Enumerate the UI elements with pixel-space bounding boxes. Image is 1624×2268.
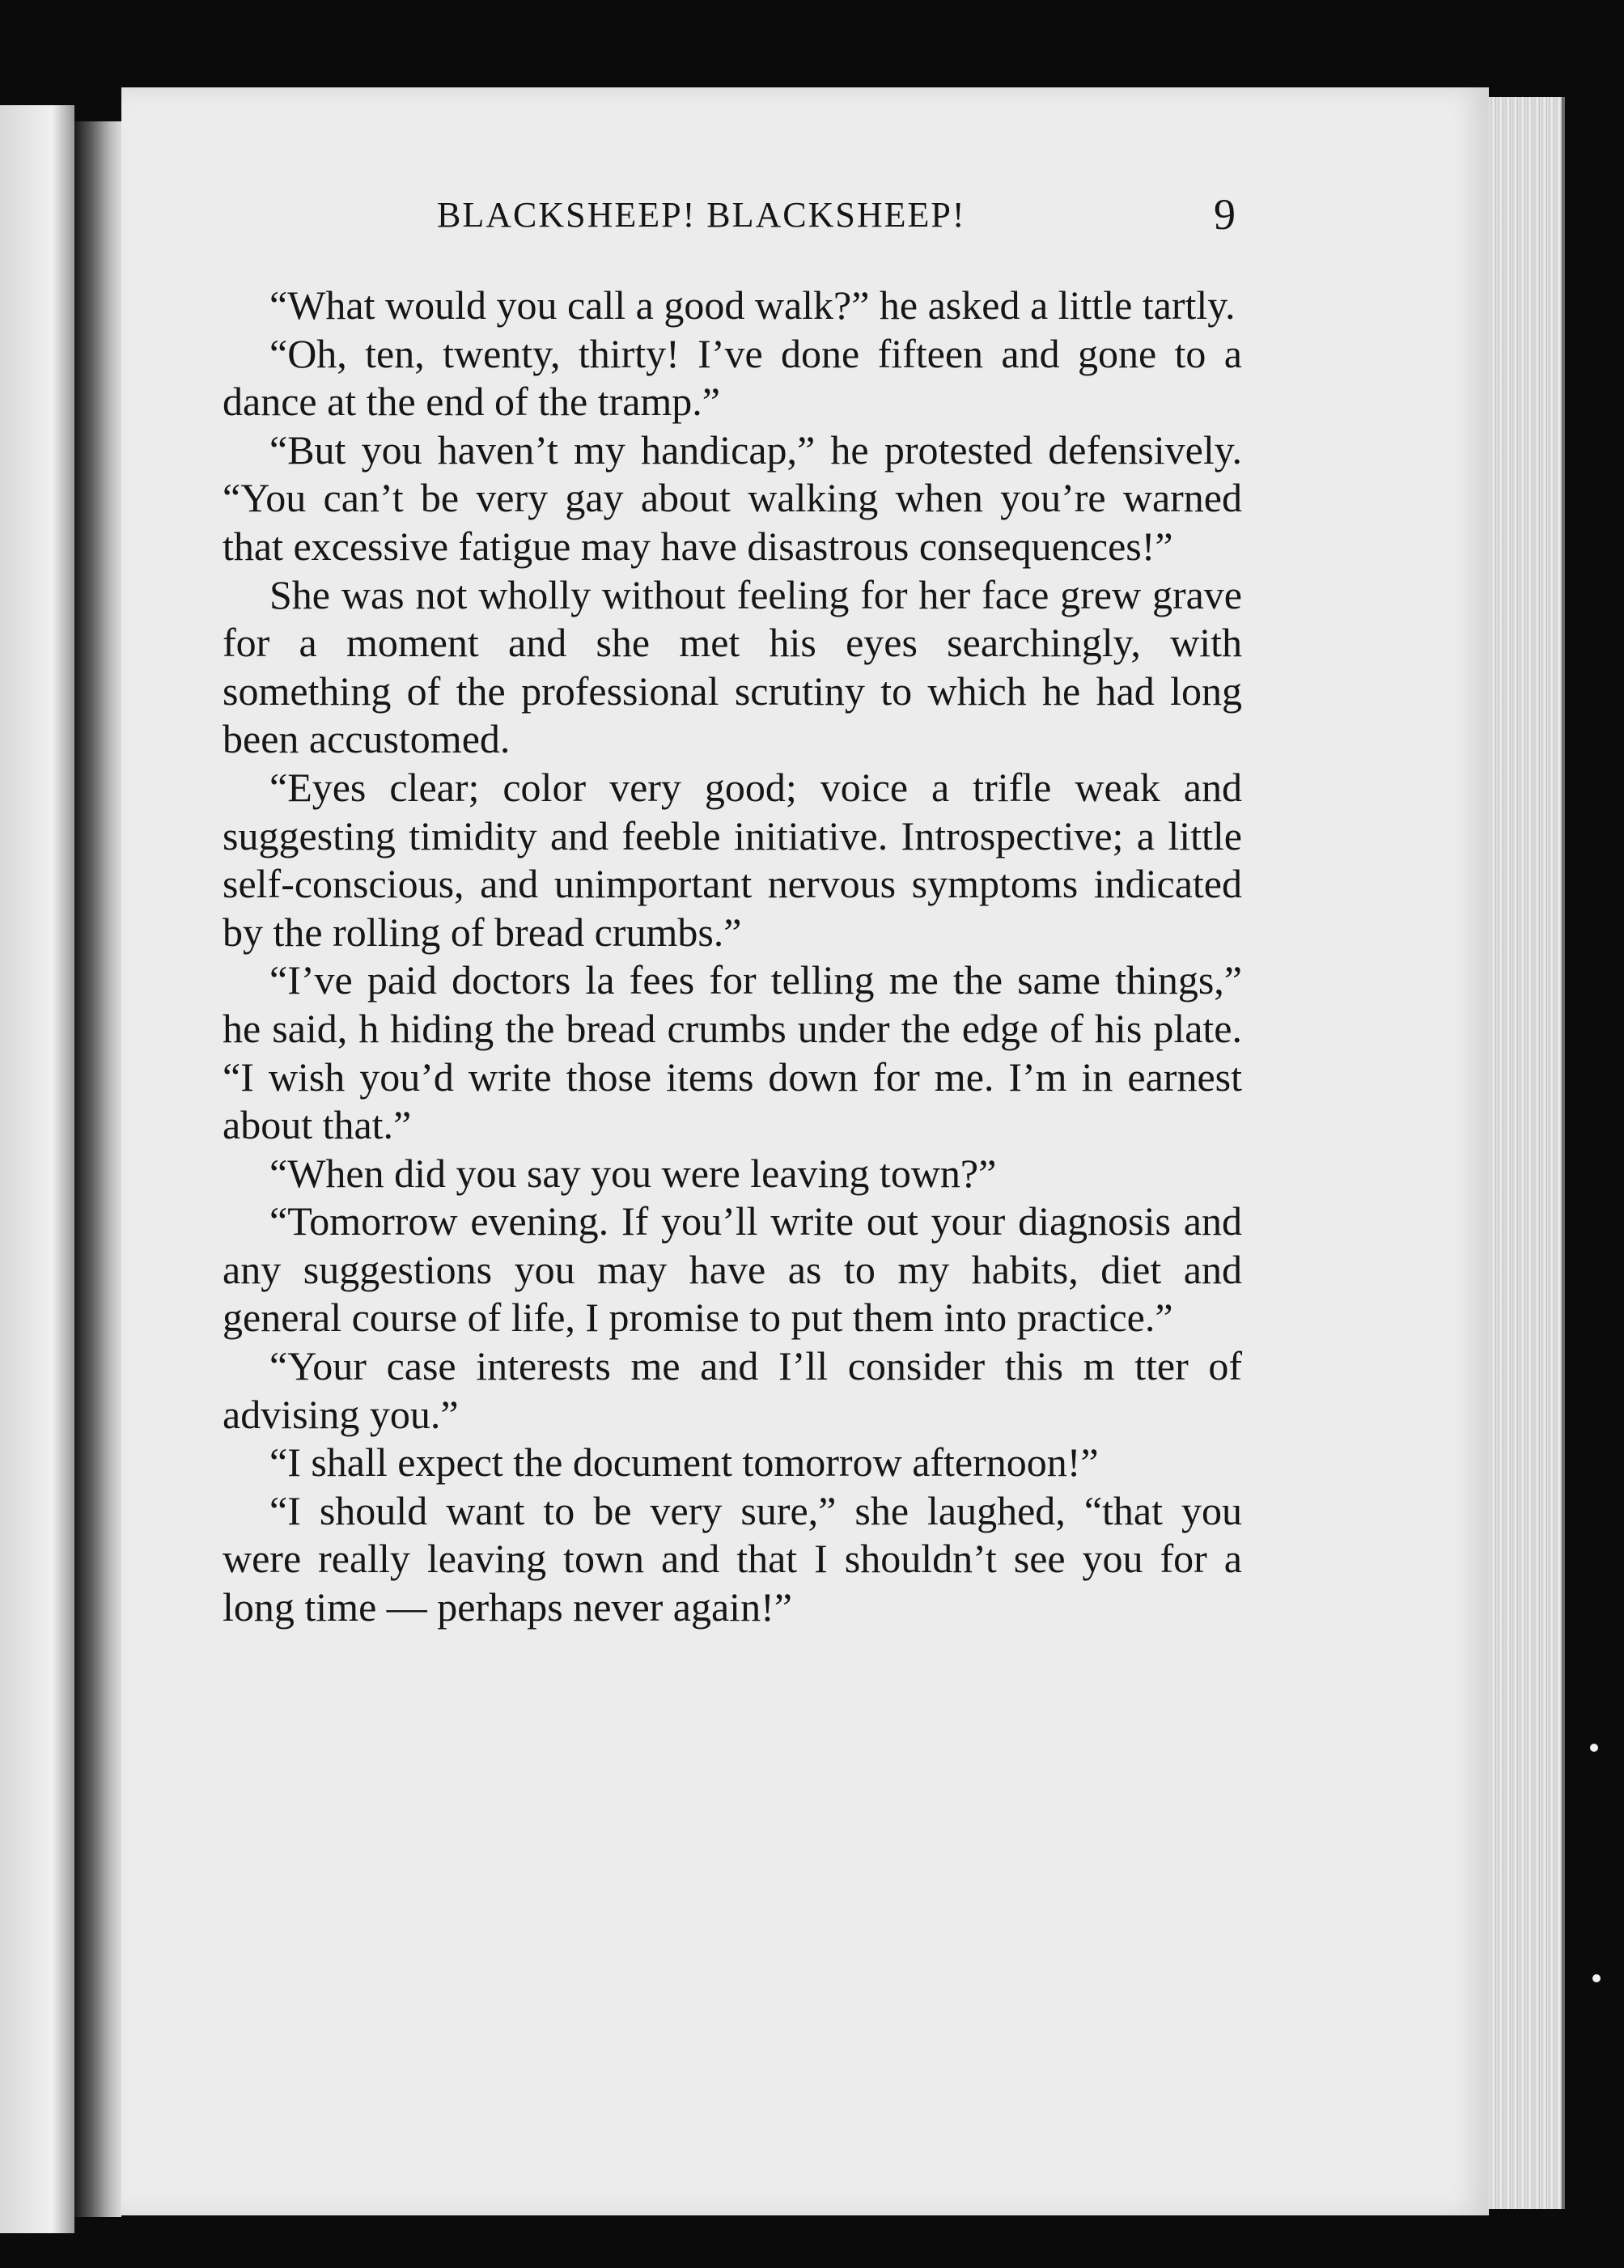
paragraph: She was not wholly without feeling for her face grew grave for a moment and she met his eyes searchingly, with something of the professional scrutiny to which he had long been accustomed. [223, 571, 1242, 762]
paragraph: “I shall expect the document tomorrow afternoon!” [269, 1439, 1099, 1486]
paragraph: “I should want to be very sure,” she laughed, “that you were really leaving town and that I shouldn’t see you for a long time — perhaps never again!” [223, 1487, 1242, 1630]
paragraph: “Tomorrow evening. If you’ll write out your diagnosis and any suggestions you may have as to my habits, diet and general course of life, I promise to put them into practice.” [223, 1198, 1242, 1341]
left-page-edge [0, 105, 74, 2233]
page-fore-edge [1489, 97, 1565, 2209]
paragraph: “I’ve paid doctors la fees for telling me the same things,” he said, h hiding the bread crumbs under the edge of his plate. “I wish you’d write those items down for me. I’m in earnest about that.” [223, 957, 1242, 1148]
paragraph: “Eyes clear; color very good; voice a trifle weak and suggesting timidity and feeble initiative. Introspective; a little self-conscious, and unimportant nervous symptoms indicated by the rolling of bread crumbs.” [223, 764, 1242, 955]
book-gutter [74, 121, 121, 2217]
paragraph: “When did you say you were leaving town?” [269, 1150, 997, 1196]
page-number: 9 [1214, 190, 1236, 239]
paragraph: “But you haven’t my handicap,” he protested defensively. “You can’t be very gay about walking when you’re warned that excessive fatigue may have disastrous consequences!” [223, 426, 1242, 569]
paragraph: “Your case interests me and I’ll consider this m tter of advising you.” [223, 1343, 1242, 1437]
page-header [437, 190, 1246, 259]
body-text [223, 282, 1242, 1632]
dust-speck [1592, 1974, 1601, 1982]
running-head: BLACKSHEEP! BLACKSHEEP! [437, 195, 966, 235]
paragraph: “Oh, ten, twenty, thirty! I’ve done fifteen and gone to a dance at the end of the tramp.” [223, 330, 1242, 425]
paragraph: “What would you call a good walk?” he asked a little tartly. [269, 282, 1236, 328]
dust-speck [1590, 1744, 1598, 1752]
